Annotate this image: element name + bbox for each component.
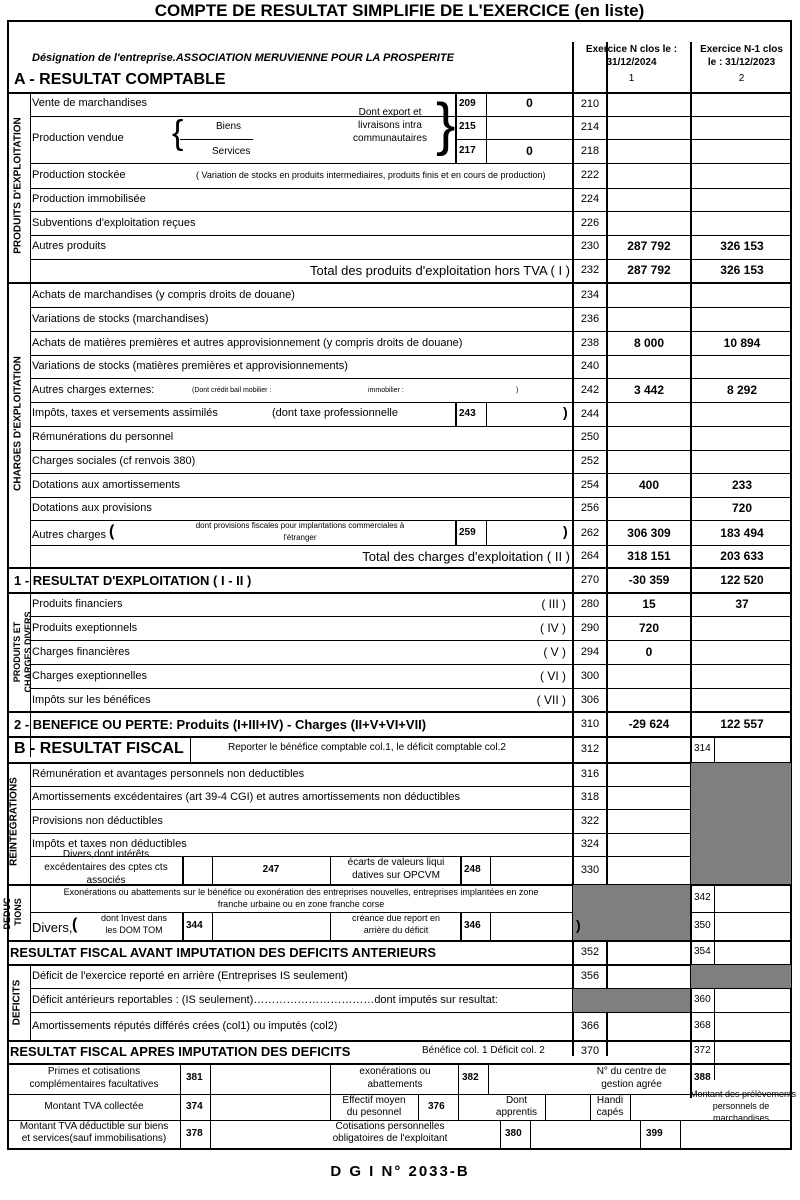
label-ecarts-2: datives sur OPCVM xyxy=(352,870,440,881)
label-total-charges: Total des charges d'exploitation ( II ) xyxy=(362,549,570,564)
box-code-376: 376 xyxy=(428,1101,445,1112)
label-export-3: communautaires xyxy=(353,133,427,144)
box-code-380: 380 xyxy=(505,1128,522,1139)
box-line xyxy=(182,856,184,884)
label-prelevements-2: personnels de xyxy=(712,1101,770,1111)
code-264: 264 xyxy=(580,550,600,562)
side-label-produits: PRODUITS D'EXPLOITATION xyxy=(12,117,24,254)
label-ecarts-1: écarts de valeurs liqui xyxy=(347,857,445,868)
label-variation-marchandises: Variations de stocks (marchandises) xyxy=(32,313,209,325)
label-produits-exceptionnels: Produits exeptionnels xyxy=(32,622,138,634)
box-code-217: 217 xyxy=(459,145,476,156)
box-line xyxy=(486,520,487,545)
row-line xyxy=(7,711,792,713)
value-310-n1: 122 557 xyxy=(720,717,764,731)
side-divider xyxy=(30,964,31,1040)
code-370: 370 xyxy=(580,1045,600,1057)
label-production-vendue: Production vendue xyxy=(32,132,124,144)
code-250: 250 xyxy=(580,431,600,443)
label-provisions-non-deductibles: Provisions non déductibles xyxy=(32,815,163,827)
label-total-produits: Total des produits d'exploitation hors TVA ( I ) xyxy=(310,263,570,278)
box-code-247: 247 xyxy=(262,864,280,875)
label-exonerations-bottom-1: exonérations ou xyxy=(359,1066,431,1077)
label-amortissements-differes: Amortissements réputés différés crées (col1) ou imputés (col2) xyxy=(32,1020,338,1032)
row-line xyxy=(30,688,792,689)
box-code-378: 378 xyxy=(186,1128,203,1139)
label-handicapes-2: capés xyxy=(596,1107,624,1118)
label-subventions: Subventions d'exploitation reçues xyxy=(32,217,196,229)
box-line xyxy=(714,940,715,1080)
label-benefice-perte: 2 - BENEFICE OU PERTE: Produits (I+III+IV) - Charges (II+V+VI+VII) xyxy=(14,717,427,732)
code-254: 254 xyxy=(580,479,600,491)
label-impots-benefices: Impôts sur les bénéfices xyxy=(32,694,151,706)
side-label-reintegrations: REINTEGRATIONS xyxy=(8,777,20,866)
row-line xyxy=(30,616,792,617)
value-209: 0 xyxy=(526,96,533,110)
value-242-n1: 8 292 xyxy=(726,383,758,397)
row-line xyxy=(30,833,706,834)
paren-open: ( xyxy=(109,523,115,540)
box-line xyxy=(490,912,491,940)
row-line xyxy=(30,520,792,521)
row-line xyxy=(180,139,253,140)
box-line xyxy=(714,884,715,940)
label-primes-1: Primes et cotisations xyxy=(47,1066,141,1077)
label-divers-interets-2: excédentaires des cptes cts xyxy=(44,862,168,873)
label-divers-interets-1: Divers,dont intérêts xyxy=(62,849,150,860)
code-310: 310 xyxy=(580,718,600,730)
row-line xyxy=(30,497,792,498)
box-line xyxy=(190,736,191,762)
roman-iv: ( IV ) xyxy=(540,621,566,635)
box-line xyxy=(330,912,331,940)
side-label-deduc-1: DEDUC- xyxy=(2,894,12,930)
brace-left: { xyxy=(172,114,184,152)
label-deficits-anterieurs: Déficit antérieurs reportables : (IS seulement)……………………………dont imputés sur resultat: xyxy=(32,994,498,1006)
box-line xyxy=(455,520,457,545)
label-vente-marchandises: Vente de marchandises xyxy=(32,97,147,109)
value-294-n: 0 xyxy=(645,645,653,659)
box-line xyxy=(182,912,184,940)
form-footer-reference: D G I N° 2033-B xyxy=(330,1163,470,1180)
box-line xyxy=(490,856,491,884)
label-produits-financiers: Produits financiers xyxy=(32,598,123,610)
label-tva-collectee: Montant TVA collectée xyxy=(44,1101,144,1112)
row-line xyxy=(30,307,792,308)
side-label-divers-2: CHARGES DIVERS xyxy=(23,611,33,693)
label-amortissements-excedentaires: Amortissements excédentaires (art 39-4 CGI) et autres amortissements non déductibles xyxy=(32,791,460,803)
label-export-1: Dont export et xyxy=(358,107,422,118)
code-242: 242 xyxy=(580,384,600,396)
label-variation-mp: Variations de stocks (matières premières et approvisionnements) xyxy=(32,360,348,372)
code-318: 318 xyxy=(580,791,600,803)
row-line xyxy=(30,402,792,403)
row-line xyxy=(30,809,706,810)
row-line xyxy=(30,450,792,451)
box-code-243: 243 xyxy=(459,408,476,419)
row-line xyxy=(7,1040,792,1042)
roman-vii: ( VII ) xyxy=(536,693,566,707)
label-exonerations-2: franche urbaine ou en zone franche corse xyxy=(217,899,385,909)
box-code-388: 388 xyxy=(694,1072,711,1083)
code-238: 238 xyxy=(580,337,600,349)
row-line xyxy=(7,567,792,569)
value-264-n1: 203 633 xyxy=(720,549,764,563)
value-242-n: 3 442 xyxy=(633,383,665,397)
label-resultat-exploitation: 1 - RESULTAT D'EXPLOITATION ( I - II ) xyxy=(14,573,252,588)
label-deficit-reporte: Déficit de l'exercice reporté en arrière (Entreprises IS seulement) xyxy=(32,970,348,982)
label-remunerations: Rémunérations du personnel xyxy=(32,431,174,443)
row-line xyxy=(30,426,792,427)
value-270-n1: 122 520 xyxy=(720,573,764,587)
row-line xyxy=(7,1063,792,1065)
label-dotations-provisions: Dotations aux provisions xyxy=(32,502,152,514)
code-356: 356 xyxy=(580,970,600,982)
label-creance-1: créance due report en xyxy=(351,913,441,923)
row-line xyxy=(7,940,792,942)
roman-v: ( V ) xyxy=(543,645,566,659)
note-production-stockee: ( Variation de stocks en produits intermediaires, produits finis et en cours de production) xyxy=(196,170,546,180)
code-214: 214 xyxy=(580,121,600,133)
box-line xyxy=(630,1094,631,1120)
value-217: 0 xyxy=(526,144,533,158)
code-316: 316 xyxy=(580,768,600,780)
row-line xyxy=(7,282,792,284)
box-line xyxy=(180,1063,181,1148)
row-line xyxy=(30,1012,792,1013)
row-line xyxy=(30,786,706,787)
code-230: 230 xyxy=(580,240,600,252)
box-line xyxy=(210,1120,211,1148)
label-production-immobilisee: Production immobilisée xyxy=(32,193,146,205)
label-apprentis-2: apprentis xyxy=(495,1107,538,1118)
value-270-n: -30 359 xyxy=(628,573,670,587)
code-218: 218 xyxy=(580,145,600,157)
label-exonerations-1: Exonérations ou abattements sur le bénéfice ou exonération des entreprises nouvelles, entreprises implantées en zone xyxy=(63,887,539,897)
label-tva-deductible-2: et services(sauf immobilisations) xyxy=(21,1133,167,1144)
roman-iii: ( III ) xyxy=(541,597,566,611)
value-254-n1: 233 xyxy=(731,478,753,492)
paren-close-259: ) xyxy=(563,523,568,539)
shaded-cell xyxy=(691,965,791,988)
col2-header: Exercice N-1 clos xyxy=(700,44,783,55)
label-export-2: livraisons intra xyxy=(358,120,422,131)
label-exonerations-bottom-2: abattements xyxy=(367,1079,423,1090)
col1-date: 31/12/2024 xyxy=(606,57,657,68)
box-code-382: 382 xyxy=(462,1072,479,1083)
section-b-title: B - RESULTAT FISCAL xyxy=(14,740,184,757)
box-line xyxy=(500,1120,501,1148)
row-line xyxy=(30,355,792,356)
value-262-n1: 183 494 xyxy=(720,526,764,540)
box-line xyxy=(460,912,462,940)
box-code-248: 248 xyxy=(464,864,481,875)
label-remuneration-non-deductible: Rémunération et avantages personnels non deductibles xyxy=(32,768,305,780)
code-360: 360 xyxy=(694,994,711,1005)
code-252: 252 xyxy=(580,455,600,467)
box-line xyxy=(330,856,331,884)
col1-number: 1 xyxy=(628,73,635,84)
value-290-n: 720 xyxy=(638,621,660,635)
box-line xyxy=(418,1094,419,1120)
box-code-344: 344 xyxy=(186,920,203,931)
code-290: 290 xyxy=(580,622,600,634)
page-title: COMPTE DE RESULTAT SIMPLIFIE DE L'EXERCICE (en liste) xyxy=(154,1,645,20)
shaded-cell xyxy=(691,763,791,884)
designation-label: Désignation de l'entreprise. xyxy=(32,52,176,64)
row-line xyxy=(30,259,792,260)
row-line xyxy=(7,762,792,764)
label-prelevements-3: marchandises xyxy=(712,1113,770,1123)
row-line xyxy=(7,92,792,94)
box-line xyxy=(212,912,213,940)
code-352: 352 xyxy=(580,946,600,958)
code-366: 366 xyxy=(580,1020,600,1032)
side-label-deficits: DEFICITS xyxy=(11,979,23,1026)
col2-date: le : 31/12/2023 xyxy=(707,57,776,68)
box-line xyxy=(680,1120,681,1148)
box-line xyxy=(530,1120,531,1148)
label-divers-interets-3: associés xyxy=(86,875,126,886)
row-line xyxy=(30,664,792,665)
value-232-n: 287 792 xyxy=(627,263,671,277)
code-300: 300 xyxy=(580,670,600,682)
box-code-346: 346 xyxy=(464,920,481,931)
label-charges-exceptionnelles: Charges exeptionnelles xyxy=(32,670,147,682)
label-effectif-1: Effectif moyen xyxy=(342,1095,406,1106)
label-achats-mp: Achats de matières premières et autres approvisionnement (y compris droits de douane) xyxy=(32,337,463,349)
side-label-deduc-2: TIONS xyxy=(13,898,23,926)
paren-open-divers: ( xyxy=(72,916,78,933)
value-238-n: 8 000 xyxy=(633,336,665,350)
box-line xyxy=(545,1094,546,1120)
col1-header: Exercice N clos le : xyxy=(585,44,678,55)
code-324: 324 xyxy=(580,838,600,850)
row-line xyxy=(572,139,792,140)
code-306: 306 xyxy=(580,694,600,706)
roman-vi: ( VI ) xyxy=(540,669,566,683)
box-line xyxy=(486,402,487,426)
paren-close-divers: ) xyxy=(576,917,581,933)
side-label-divers-1: PRODUITS ET xyxy=(12,621,22,683)
code-312: 312 xyxy=(580,743,600,755)
box-line xyxy=(488,1063,489,1094)
code-224: 224 xyxy=(580,193,600,205)
code-236: 236 xyxy=(580,313,600,325)
box-code-259: 259 xyxy=(459,527,476,538)
label-autres-charges: Autres charges xyxy=(32,529,106,541)
section-b-note: Reporter le bénéfice comptable col.1, le déficit comptable col.2 xyxy=(228,742,506,753)
note-immobilier: immobilier : xyxy=(368,387,404,394)
box-code-209: 209 xyxy=(459,98,476,109)
label-centre-gestion-2: gestion agrée xyxy=(601,1079,662,1090)
box-line xyxy=(458,1094,459,1120)
side-label-charges: CHARGES D'EXPLOITATION xyxy=(12,356,24,491)
note-provisions-fiscales-1: dont provisions fiscales pour implantations commerciales à xyxy=(195,521,405,530)
box-code-399: 399 xyxy=(646,1128,663,1139)
row-line xyxy=(455,116,572,117)
label-cotisations-1: Cotisations personnelles xyxy=(335,1121,445,1132)
code-222: 222 xyxy=(580,169,600,181)
label-achats-marchandises: Achats de marchandises (y compris droits de douane) xyxy=(32,289,295,301)
row-line xyxy=(30,331,792,332)
code-322: 322 xyxy=(580,815,600,827)
note-benefice-deficit: Bénéfice col. 1 Déficit col. 2 xyxy=(422,1045,545,1056)
col2-number: 2 xyxy=(738,73,745,84)
code-330: 330 xyxy=(580,864,600,876)
code-294: 294 xyxy=(580,646,600,658)
company-name: ASSOCIATION MERUVIENNE POUR LA PROSPERITE xyxy=(175,52,454,64)
code-226: 226 xyxy=(580,217,600,229)
row-line xyxy=(7,592,792,594)
label-charges-sociales: Charges sociales (cf renvois 380) xyxy=(32,455,196,467)
value-280-n: 15 xyxy=(642,597,656,611)
label-charges-financieres: Charges financières xyxy=(32,646,130,658)
note-close: ) xyxy=(516,387,519,394)
label-services: Services xyxy=(212,146,251,157)
box-line xyxy=(455,402,457,426)
label-resultat-avant-imputation: RESULTAT FISCAL AVANT IMPUTATION DES DEFICITS ANTERIEURS xyxy=(10,945,437,960)
label-invest-dom-1: dont Invest dans xyxy=(100,913,168,923)
label-handicapes-1: Handi xyxy=(596,1095,624,1106)
code-232: 232 xyxy=(580,264,600,276)
box-line xyxy=(458,1063,459,1094)
value-230-n1: 326 153 xyxy=(720,239,764,253)
paren-close: ) xyxy=(563,404,568,420)
label-centre-gestion-1: N° du centre de xyxy=(596,1066,667,1077)
note-credit-bail: (Dont crédit bail mobilier : xyxy=(192,387,272,394)
label-autres-charges-externes: Autres charges externes: xyxy=(32,384,155,396)
value-264-n: 318 151 xyxy=(627,549,671,563)
code-234: 234 xyxy=(580,289,600,301)
row-line xyxy=(30,545,792,546)
brace-right: } xyxy=(436,92,456,157)
value-254-n: 400 xyxy=(638,478,660,492)
box-line xyxy=(460,856,462,884)
row-line xyxy=(30,163,792,164)
note-provisions-fiscales-2: l'étranger xyxy=(283,533,317,542)
label-impots-taxes: Impôts, taxes et versements assimilés xyxy=(32,407,218,419)
label-autres-produits: Autres produits xyxy=(32,240,106,252)
code-262: 262 xyxy=(580,527,600,539)
value-256-n1: 720 xyxy=(731,501,753,515)
section-a-title: A - RESULTAT COMPTABLE xyxy=(14,71,226,88)
note-taxe-professionnelle: (dont taxe professionnelle xyxy=(272,407,398,419)
row-line xyxy=(7,964,792,966)
label-resultat-apres-imputation: RESULTAT FISCAL APRES IMPUTATION DES DEFICITS xyxy=(10,1044,351,1059)
row-line xyxy=(30,188,792,189)
box-code-381: 381 xyxy=(186,1072,203,1083)
code-342: 342 xyxy=(694,892,711,903)
label-divers: Divers, xyxy=(32,920,73,935)
code-350: 350 xyxy=(694,920,711,931)
box-code-374: 374 xyxy=(186,1101,203,1112)
row-line xyxy=(30,235,792,236)
box-line xyxy=(330,1063,331,1094)
value-262-n: 306 309 xyxy=(627,526,671,540)
shaded-cell xyxy=(573,989,690,1012)
row-line xyxy=(30,473,792,474)
row-line xyxy=(30,378,792,379)
box-code-215: 215 xyxy=(459,121,476,132)
value-238-n1: 10 894 xyxy=(723,336,761,350)
code-314: 314 xyxy=(694,743,711,754)
label-creance-2: arrière du déficit xyxy=(363,925,429,935)
value-232-n1: 326 153 xyxy=(720,263,764,277)
code-372: 372 xyxy=(694,1045,711,1056)
box-line xyxy=(640,1120,641,1148)
code-244: 244 xyxy=(580,408,600,420)
label-effectif-2: du pesonnel xyxy=(346,1107,402,1118)
value-280-n1: 37 xyxy=(735,597,749,611)
label-dotations-amortissements: Dotations aux amortissements xyxy=(32,479,180,491)
label-apprentis-1: Dont xyxy=(505,1095,528,1106)
label-impots-non-deductibles: Impôts et taxes non déductibles xyxy=(32,838,187,850)
label-cotisations-2: obligatoires de l'exploitant xyxy=(332,1133,448,1144)
code-354: 354 xyxy=(694,946,711,957)
code-270: 270 xyxy=(580,574,600,586)
box-line xyxy=(714,736,715,762)
label-primes-2: complémentaires facultatives xyxy=(29,1079,159,1090)
label-tva-deductible-1: Montant TVA déductible sur biens xyxy=(19,1121,169,1132)
label-production-stockee: Production stockée xyxy=(32,169,126,181)
label-biens: Biens xyxy=(216,121,242,132)
row-line xyxy=(455,139,572,140)
code-256: 256 xyxy=(580,502,600,514)
code-240: 240 xyxy=(580,360,600,372)
code-210: 210 xyxy=(580,98,600,110)
value-310-n: -29 624 xyxy=(628,717,670,731)
label-invest-dom-2: les DOM TOM xyxy=(105,925,163,935)
value-230-n: 287 792 xyxy=(627,239,671,253)
row-line xyxy=(30,640,792,641)
row-line xyxy=(7,736,792,738)
row-line xyxy=(30,211,792,212)
shaded-cell xyxy=(573,885,690,940)
code-280: 280 xyxy=(580,598,600,610)
code-368: 368 xyxy=(694,1020,711,1031)
label-prelevements-1: Montant des prélèvements xyxy=(690,1089,797,1099)
